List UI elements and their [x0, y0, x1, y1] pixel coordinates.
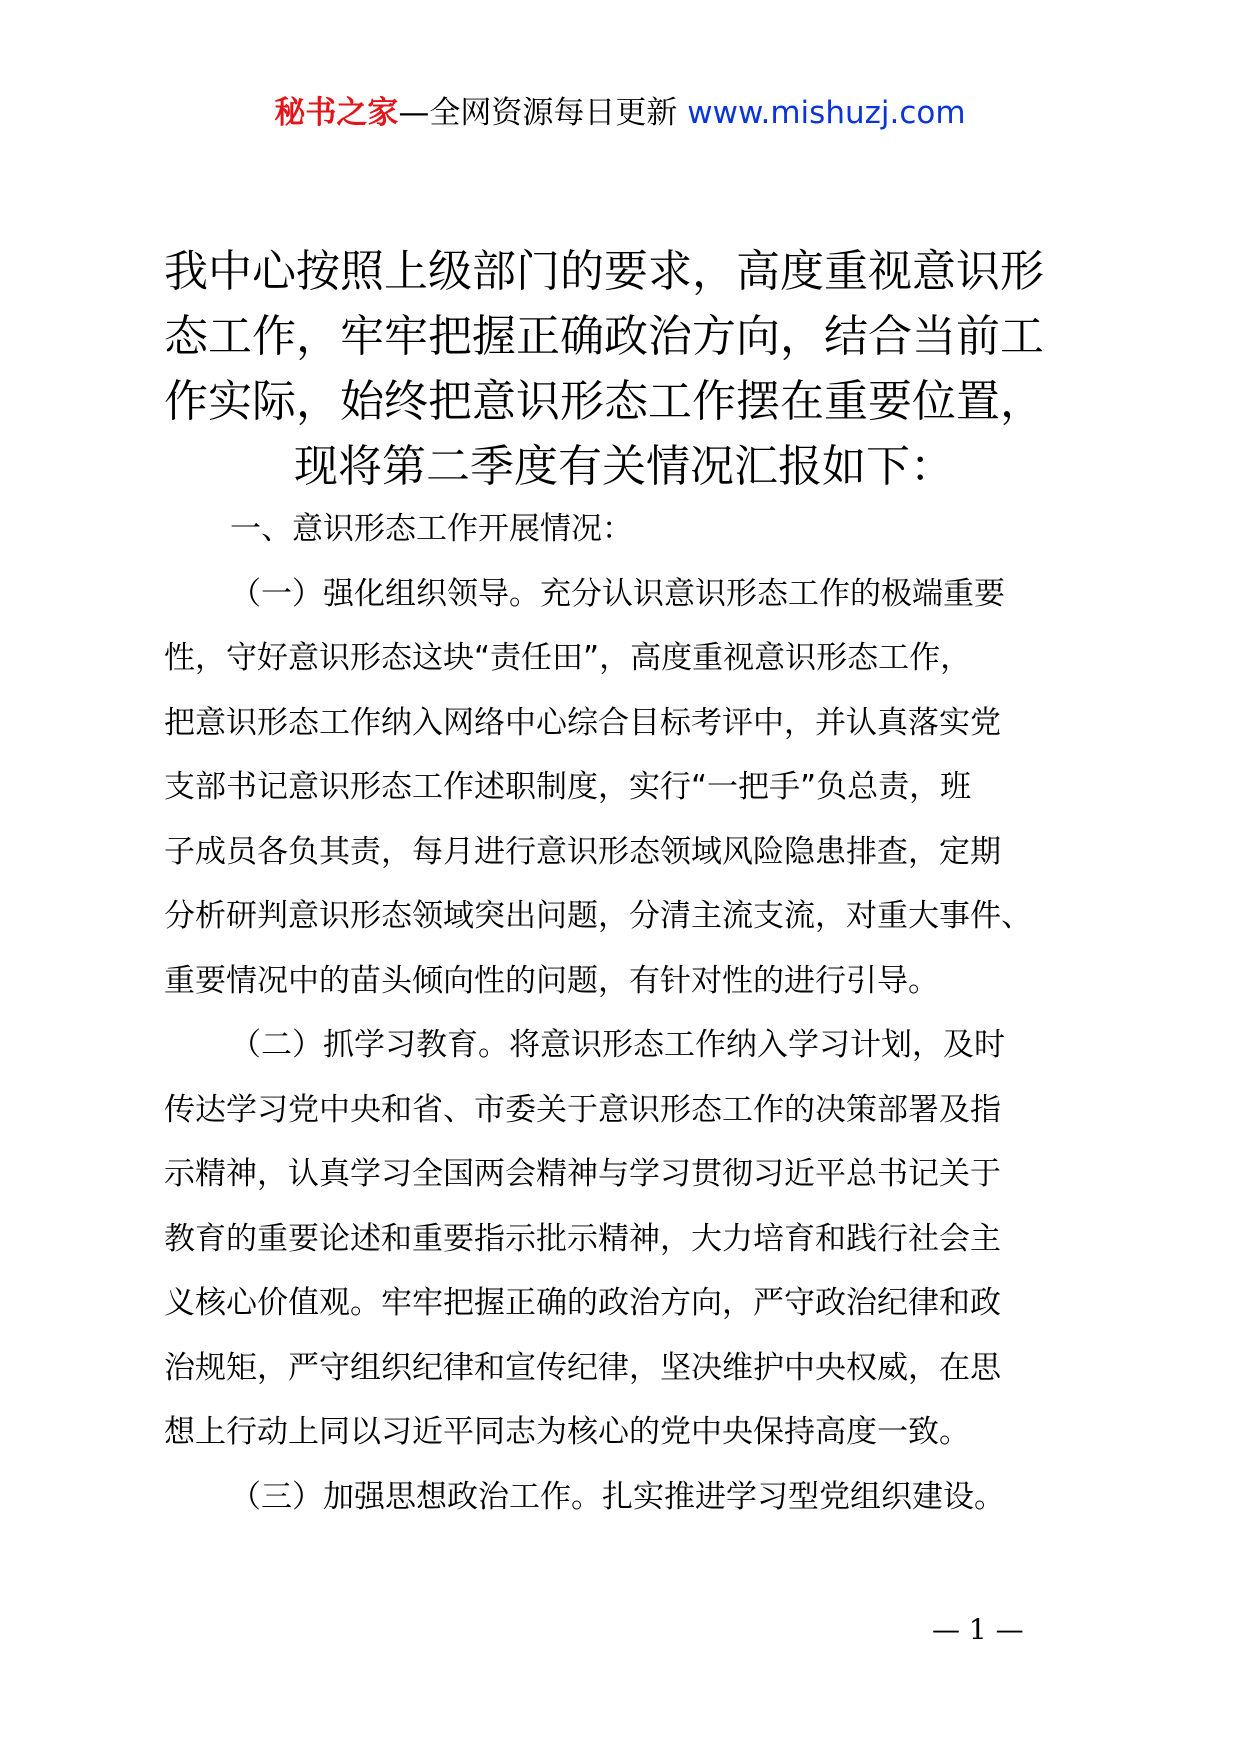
paragraph-line: （三）加强思想政治工作。扎实推进学习型党组织建设。	[230, 1478, 1005, 1515]
paragraph-line: 把意识形态工作纳入网络中心综合目标考评中，并认真落实党	[164, 704, 1001, 741]
paragraph-line: （一）强化组织领导。充分认识意识形态工作的极端重要	[230, 575, 1005, 612]
paragraph-line: 想上行动上同以习近平同志为核心的党中央保持高度一致。	[164, 1414, 970, 1450]
title-line-1: 我中心按照上级部门的要求，高度重视意识形	[164, 246, 1044, 297]
paragraph-1	[164, 562, 1084, 1014]
paragraph-line: 子成员各负其责，每月进行意识形态领域风险隐患排查，定期	[164, 833, 1001, 870]
title-line-2: 态工作，牢牢把握正确政治方向，结合当前工	[164, 311, 1044, 362]
document-body	[164, 497, 1084, 1529]
paragraph-line: 教育的重要论述和重要指示批示精神，大力培育和践行社会主	[164, 1220, 1001, 1257]
paragraph-line: 义核心价值观。牢牢把握正确的政治方向，严守政治纪律和政	[164, 1285, 1001, 1321]
title-line-3: 作实际，始终把意识形态工作摆在重要位置，	[164, 376, 1044, 427]
title-line-4: 现将第二季度有关情况汇报如下：	[294, 441, 954, 492]
header-separator: —	[398, 95, 430, 131]
paragraph-line: 传达学习党中央和省、市委关于意识形态工作的决策部署及指	[164, 1091, 1001, 1128]
page-number: — 1 —	[932, 1613, 1024, 1646]
paragraph-line: 治规矩，严守组织纪律和宣传纪律，坚决维护中央权威，在思	[164, 1349, 1001, 1386]
paragraph-line: 性，守好意识形态这块“责任田”，高度重视意识形态工作，	[164, 640, 972, 676]
section-heading: 一、意识形态工作开展情况：	[230, 511, 633, 547]
site-header	[0, 93, 1240, 133]
paragraph-line: 支部书记意识形态工作述职制度，实行“一把手”负总责，班	[164, 769, 972, 805]
paragraph-line: 重要情况中的苗头倾向性的问题，有针对性的进行引导。	[164, 962, 939, 999]
header-url-link[interactable]: www.mishuzj.com	[687, 95, 966, 131]
header-tagline: 全网资源每日更新	[429, 95, 678, 131]
header-brand: 秘书之家	[274, 95, 399, 131]
paragraph-line: 示精神，认真学习全国两会精神与学习贯彻习近平总书记关于	[164, 1156, 1001, 1192]
document-title	[164, 239, 1084, 499]
paragraph-2	[164, 1013, 1084, 1465]
paragraph-line: 分析研判意识形态领域突出问题，分清主流支流，对重大事件、	[164, 898, 1032, 934]
paragraph-line: （二）抓学习教育。将意识形态工作纳入学习计划，及时	[230, 1027, 1005, 1063]
paragraph-3	[164, 1465, 1084, 1530]
